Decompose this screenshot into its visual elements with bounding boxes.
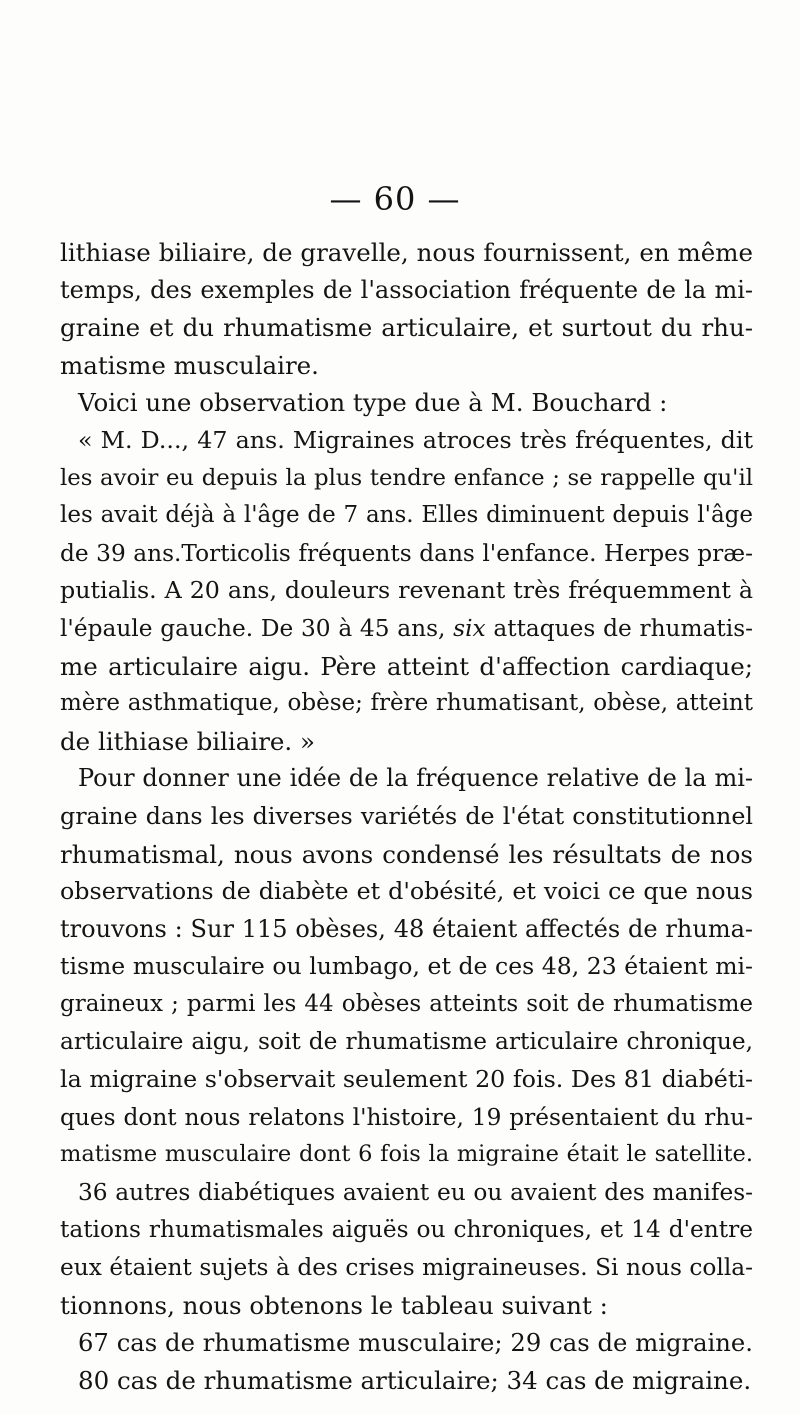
text-line: de 39 ans.Torticolis fréquents dans l'enfance. Herpes præ- bbox=[60, 539, 753, 567]
text-line: la migraine s'observait seulement 20 fois. Des 81 diabéti- bbox=[60, 1065, 753, 1094]
text-line: Voici une observation type due à M. Bouchard : bbox=[78, 388, 668, 418]
text-line: rhumatismal, nous avons condensé les résultats de nos bbox=[60, 839, 753, 869]
text-line: lithiase biliaire, de gravelle, nous fournissent, en même bbox=[60, 238, 753, 267]
text-line: temps, des exemples de l'association fréquente de la mi- bbox=[60, 275, 753, 304]
text-line: eux étaient sujets à des crises migraineuses. Si nous colla- bbox=[60, 1254, 753, 1282]
text-line: tations rhumatismales aiguës ou chroniques, et 14 d'entre bbox=[60, 1216, 753, 1244]
text-line: matisme musculaire. bbox=[60, 350, 319, 380]
text-line: articulaire aigu, soit de rhumatisme articulaire chronique, bbox=[60, 1028, 753, 1056]
text-line: putialis. A 20 ans, douleurs revenant très fréquemment à bbox=[60, 576, 753, 605]
text-line: les avoir eu depuis la plus tendre enfance ; se rappelle qu'il bbox=[60, 464, 753, 491]
text-line: trouvons : Sur 115 obèses, 48 étaient affectés de rhuma- bbox=[60, 914, 753, 943]
text-line: 67 cas de rhumatisme musculaire; 29 cas de migraine. bbox=[78, 1328, 753, 1358]
text-line: Pour donner une idée de la fréquence relative de la mi- bbox=[78, 764, 753, 793]
text-line: l'épaule gauche. De 30 à 45 ans, six attaques de rhumatis- bbox=[60, 614, 754, 642]
text-line: tisme musculaire ou lumbago, et de ces 48, 23 étaient mi- bbox=[60, 952, 753, 981]
text-line: graineux ; parmi les 44 obèses atteints soit de rhumatisme bbox=[60, 990, 753, 1017]
page-number: — 60 — bbox=[329, 180, 461, 218]
text-line: matisme musculaire dont 6 fois la migraine était le satellite. bbox=[60, 1141, 753, 1168]
text-line: 80 cas de rhumatisme articulaire; 34 cas de migraine. bbox=[78, 1365, 752, 1395]
text-line: graine dans les diverses variétés de l'état constitutionnel bbox=[60, 801, 753, 830]
text-line: « M. D..., 47 ans. Migraines atroces très fréquentes, dit bbox=[78, 425, 753, 454]
text-line: les avait déjà à l'âge de 7 ans. Elles diminuent depuis l'âge bbox=[60, 502, 753, 529]
text-line: ques dont nous relatons l'histoire, 19 présentaient du rhu- bbox=[60, 1103, 753, 1131]
text-line: me articulaire aigu. Père atteint d'affection cardiaque; bbox=[60, 651, 753, 681]
emphasis-word: six bbox=[453, 614, 486, 642]
text-line: tionnons, nous obtenons le tableau suivant : bbox=[60, 1290, 608, 1320]
text-line: de lithiase biliaire. » bbox=[60, 726, 315, 756]
body-text bbox=[60, 234, 753, 1399]
text-line: 36 autres diabétiques avaient eu ou avaient des manifes- bbox=[78, 1178, 753, 1206]
text-line: graine et du rhumatisme articulaire, et surtout du rhu- bbox=[60, 313, 753, 343]
text-line: observations de diabète et d'obésité, et voici ce que nous bbox=[60, 877, 753, 906]
text-line: mère asthmatique, obèse; frère rhumatisant, obèse, atteint bbox=[60, 690, 753, 717]
